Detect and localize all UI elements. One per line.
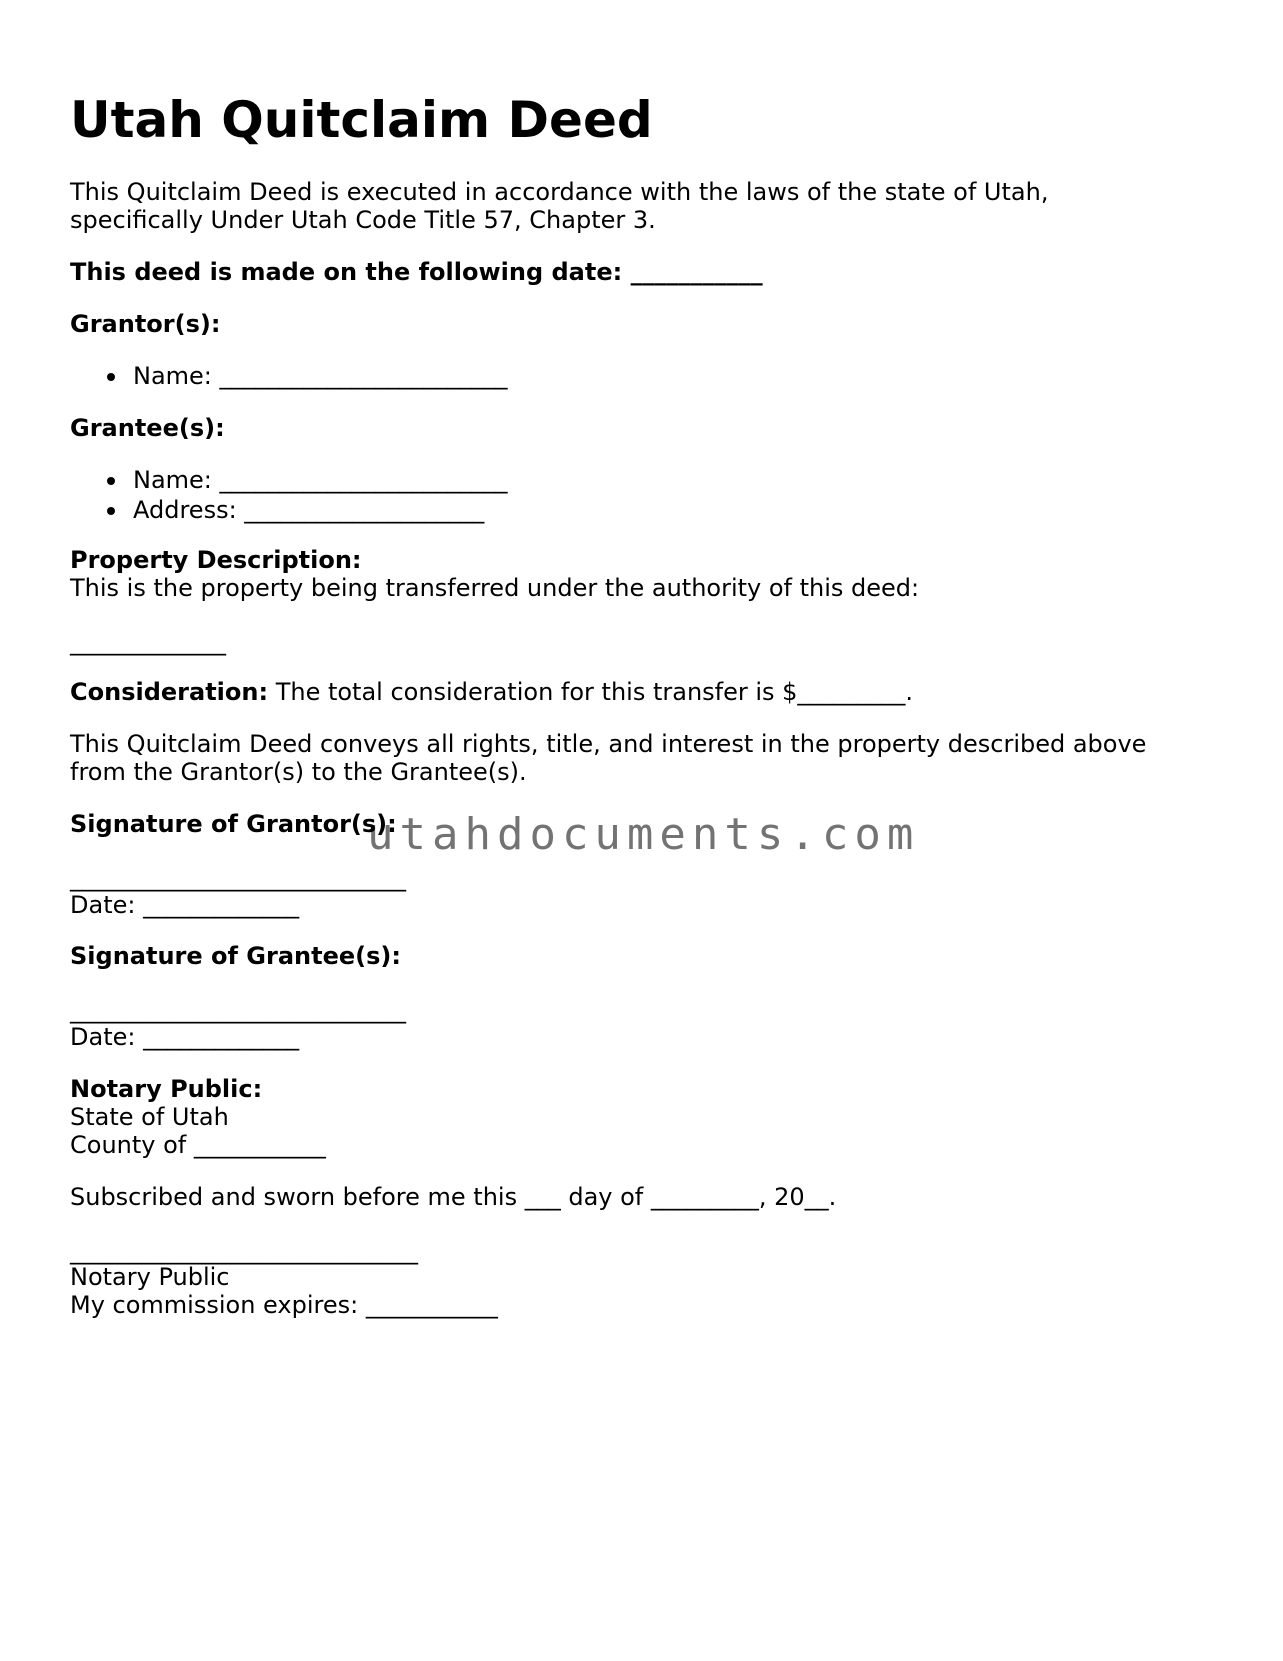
consideration-text: The total consideration for this transfer is $_________. (268, 678, 914, 706)
notary-county: County of ___________ (70, 1131, 326, 1159)
grantor-signature-heading: Signature of Grantor(s): (70, 810, 397, 838)
grantee-name-field: Name: ________________________ (70, 465, 508, 495)
grantor-signature-line: ____________________________ (70, 864, 406, 892)
notary-commission-expires: My commission expires: ___________ (70, 1291, 498, 1319)
grantee-signature-line: ____________________________ (70, 996, 406, 1024)
property-heading: Property Description: (70, 546, 362, 574)
grantee-address-field: Address: ____________________ (70, 495, 508, 525)
consideration-label: Consideration: (70, 678, 269, 706)
watermark: utahdocuments.com (367, 809, 920, 860)
property-text: This is the property being transferred under the authority of this deed: (70, 574, 920, 602)
grantor-heading: Grantor(s): (70, 310, 221, 338)
grantor-signature-date: Date: _____________ (70, 891, 300, 919)
conveys-line-1: This Quitclaim Deed conveys all rights, title, and interest in the property described above (70, 730, 1147, 758)
grantee-list (70, 465, 508, 525)
notary-heading: Notary Public: (70, 1075, 263, 1103)
notary-label: Notary Public (70, 1263, 230, 1291)
consideration-line (70, 677, 913, 707)
grantor-name-field: Name: ________________________ (70, 361, 508, 391)
intro-line-2: specifically Under Utah Code Title 57, Chapter 3. (70, 206, 656, 234)
notary-state: State of Utah (70, 1103, 229, 1131)
property-blank: _____________ (70, 628, 226, 656)
notary-signature-line: _____________________________ (70, 1237, 418, 1265)
grantee-heading: Grantee(s): (70, 414, 225, 442)
intro-line-1: This Quitclaim Deed is executed in accordance with the laws of the state of Utah, (70, 178, 1049, 206)
grantee-signature-heading: Signature of Grantee(s): (70, 942, 401, 970)
notary-sworn-line: Subscribed and sworn before me this ___ day of _________, 20__. (70, 1183, 837, 1211)
page-title: Utah Quitclaim Deed (70, 91, 653, 149)
deed-date-line: This deed is made on the following date: ___________ (70, 258, 763, 286)
grantee-signature-date: Date: _____________ (70, 1023, 300, 1051)
conveys-line-2: from the Grantor(s) to the Grantee(s). (70, 758, 527, 786)
grantor-list (70, 361, 508, 391)
